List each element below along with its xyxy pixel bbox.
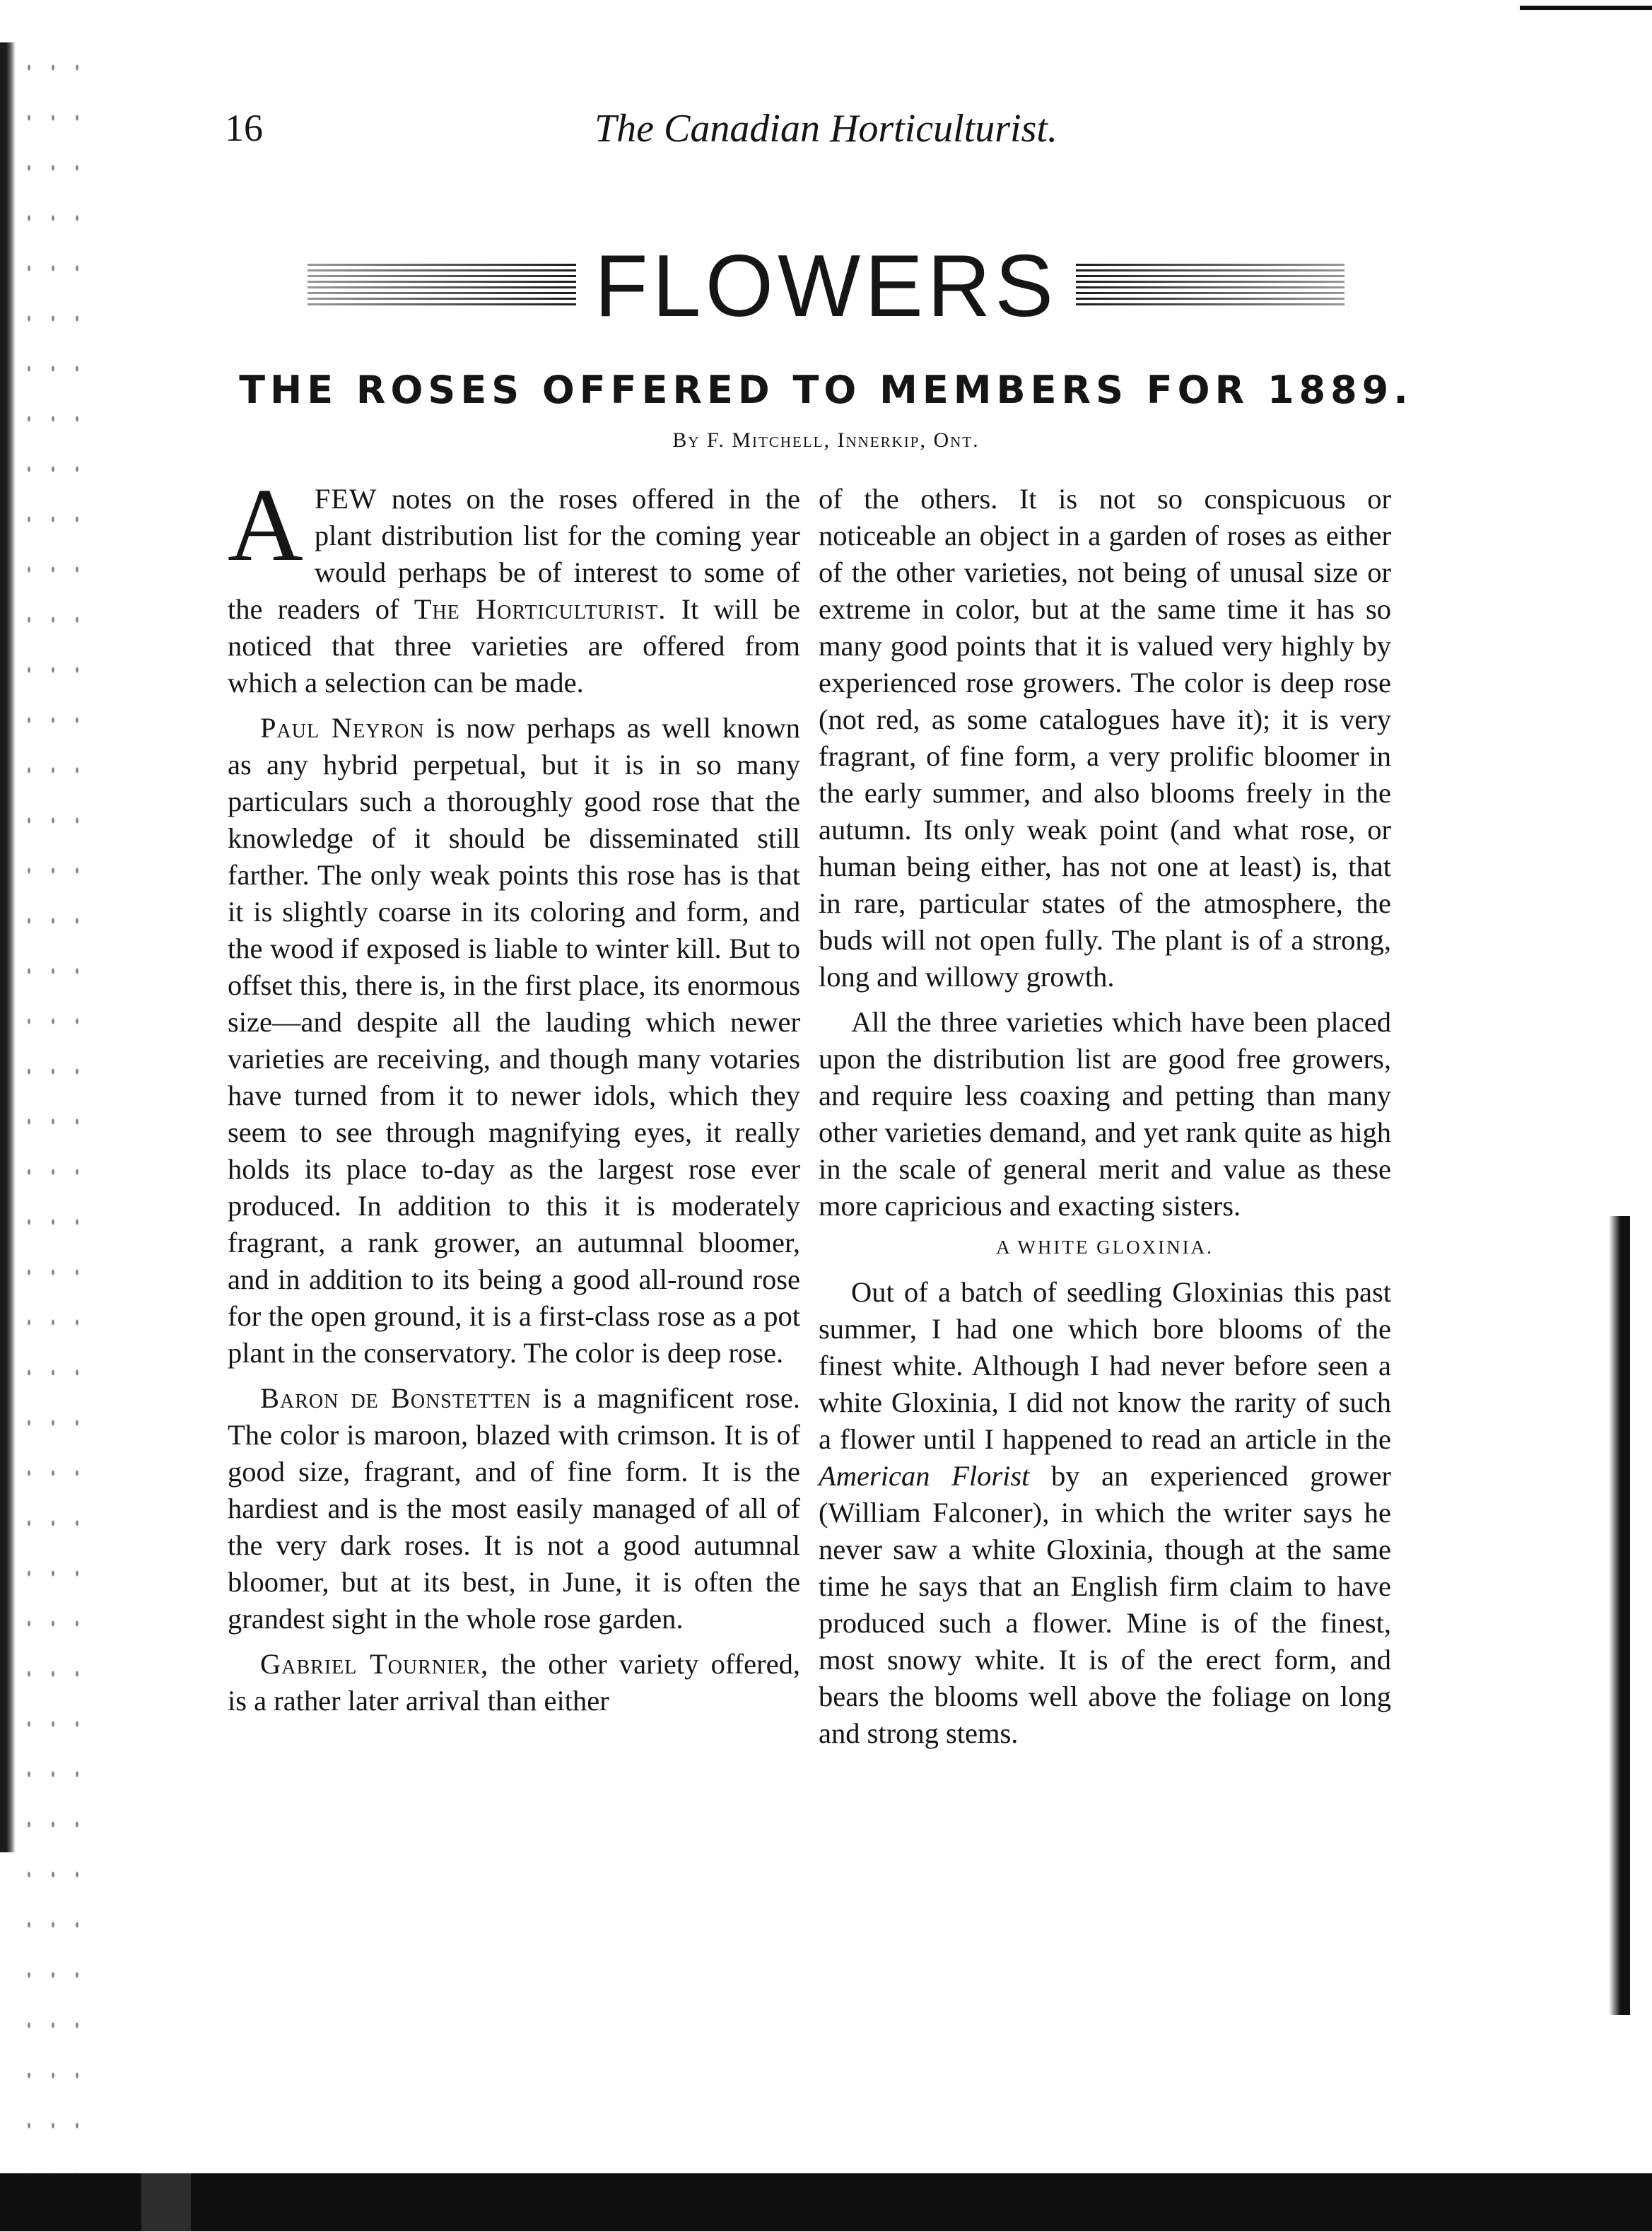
scan-right-edge [1609,1216,1630,2015]
running-title: The Canadian Horticulturist. [594,107,1058,151]
scan-top-line [1520,6,1652,10]
paragraph-baron-de-bonstetten [228,1380,800,1637]
paragraph-gloxinia [819,1274,1391,1752]
paul-neyron-text: is now perhaps as well known as any hybrid perpetual, but it is in so many particulars such a thoroughly good rose that the knowledge of it should be disseminated still farther. The only weak points this rose has is that it is slightly coarse in its coloring and form, and the wood if exposed is liable to winter kill. But to offset this, there is, in the first place, its enormous size—and despite all the lauding which newer varieties are receiving, and though many votaries have turned from it to newer idols, which they seem to see through magnifying eyes, it really holds its place to-day as the largest rose ever produced. In addition to this it is moderately fragrant, a rank grower, an autumnal bloomer, and in addition to its being a good all-round rose for the open ground, it is a first-class rose as a pot plant in the conservatory. The color is deep rose. [228,712,800,1369]
byline: By F. Mitchell, Innerkip, Ont. [672,428,980,452]
gloxinia-text-end: by an experienced grower (William Falconer), in which the writer says he never saw a white Gloxinia, though at the same time he says that an English firm claim to have produced such a flower. Mine is of the finest, most snowy white. It is of the erect form, and bears the blooms well above the foliage on long and strong stems. [819,1460,1392,1749]
continuation-text: of the others. It is not so conspicuous or noticeable an object in a garden of roses as either of the other varieties, not being of unusal size or extreme in color, but at the same time it has so many good points that it is valued very highly by experienced rose growers. The color is deep rose (not red, as some catalogues have it); it is very fragrant, of fine form, a very prolific bloomer in the early summer, and also blooms freely in the autumn. Its only weak point (and what rose, or human being either, has not one at least) is, that in rare, particular states of the atmosphere, the buds will not open fully. The plant is of a strong, long and willowy growth. [819,483,1391,993]
rose-name-baron-de-bonstetten: Baron de Bonstetten [260,1382,532,1414]
paragraph-summary [819,1004,1391,1225]
intro-first-word: FEW [314,483,377,515]
intro-text: notes on the roses offered in the plant distribution list for the coming year would perhaps be of interest to some of the readers of [228,483,800,625]
article-title: THE ROSES OFFERED TO MEMBERS FOR 1889. [239,368,1413,412]
ornamental-rule-left [307,264,576,309]
scan-specks [17,42,95,2199]
section-header [0,238,1652,335]
paragraph-paul-neyron [228,710,800,1372]
ornamental-rule-right [1076,264,1345,309]
scan-bottom-bar [0,2173,1652,2231]
journal-american-florist: American Florist [819,1460,1030,1492]
page-number: 16 [225,107,263,149]
left-column [228,467,800,1719]
intro-text-end: It will be noticed that three varieties are offered from which a selection can be made. [228,593,800,699]
rose-name-gabriel-tournier: Gabriel Tournier, [260,1648,489,1680]
section-title: FLOWERS [594,238,1058,335]
right-column [819,481,1391,1752]
scan-bottom-bar-gap [141,2173,191,2231]
paragraph-continuation [819,481,1391,995]
rose-name-paul-neyron: Paul Neyron [260,712,425,744]
baron-text: is a magnificent rose. The color is maroon, blazed with crimson. It is of good size, fragrant, and of fine form. It is the hardiest and is the most easily managed of all of the very dark roses. It is not a good autumnal bloomer, but at its best, in June, it is often the grandest sight in the whole rose garden. [228,1382,800,1635]
gloxinia-text: Out of a batch of seedling Gloxinias this past summer, I had one which bore blooms of the finest white. Although I had never before seen a white Gloxinia, I did not know the rarity of such a flower until I happened to read an article in the [819,1276,1391,1455]
journal-name: The Horticulturist. [414,593,667,625]
paragraph-intro [228,467,800,701]
drop-cap: A [228,467,303,583]
summary-text: All the three varieties which have been placed upon the distribution list are good free growers, and require less coaxing and petting than many other varieties demand, and yet rank quite as high in the scale of general merit and value as these more capricious and exacting sisters. [819,1006,1391,1222]
paragraph-gabriel-tournier [228,1646,800,1719]
subheading-white-gloxinia: A WHITE GLOXINIA. [996,1237,1214,1258]
gabriel-text: the other variety offered, is a rather later arrival than either [228,1648,800,1717]
